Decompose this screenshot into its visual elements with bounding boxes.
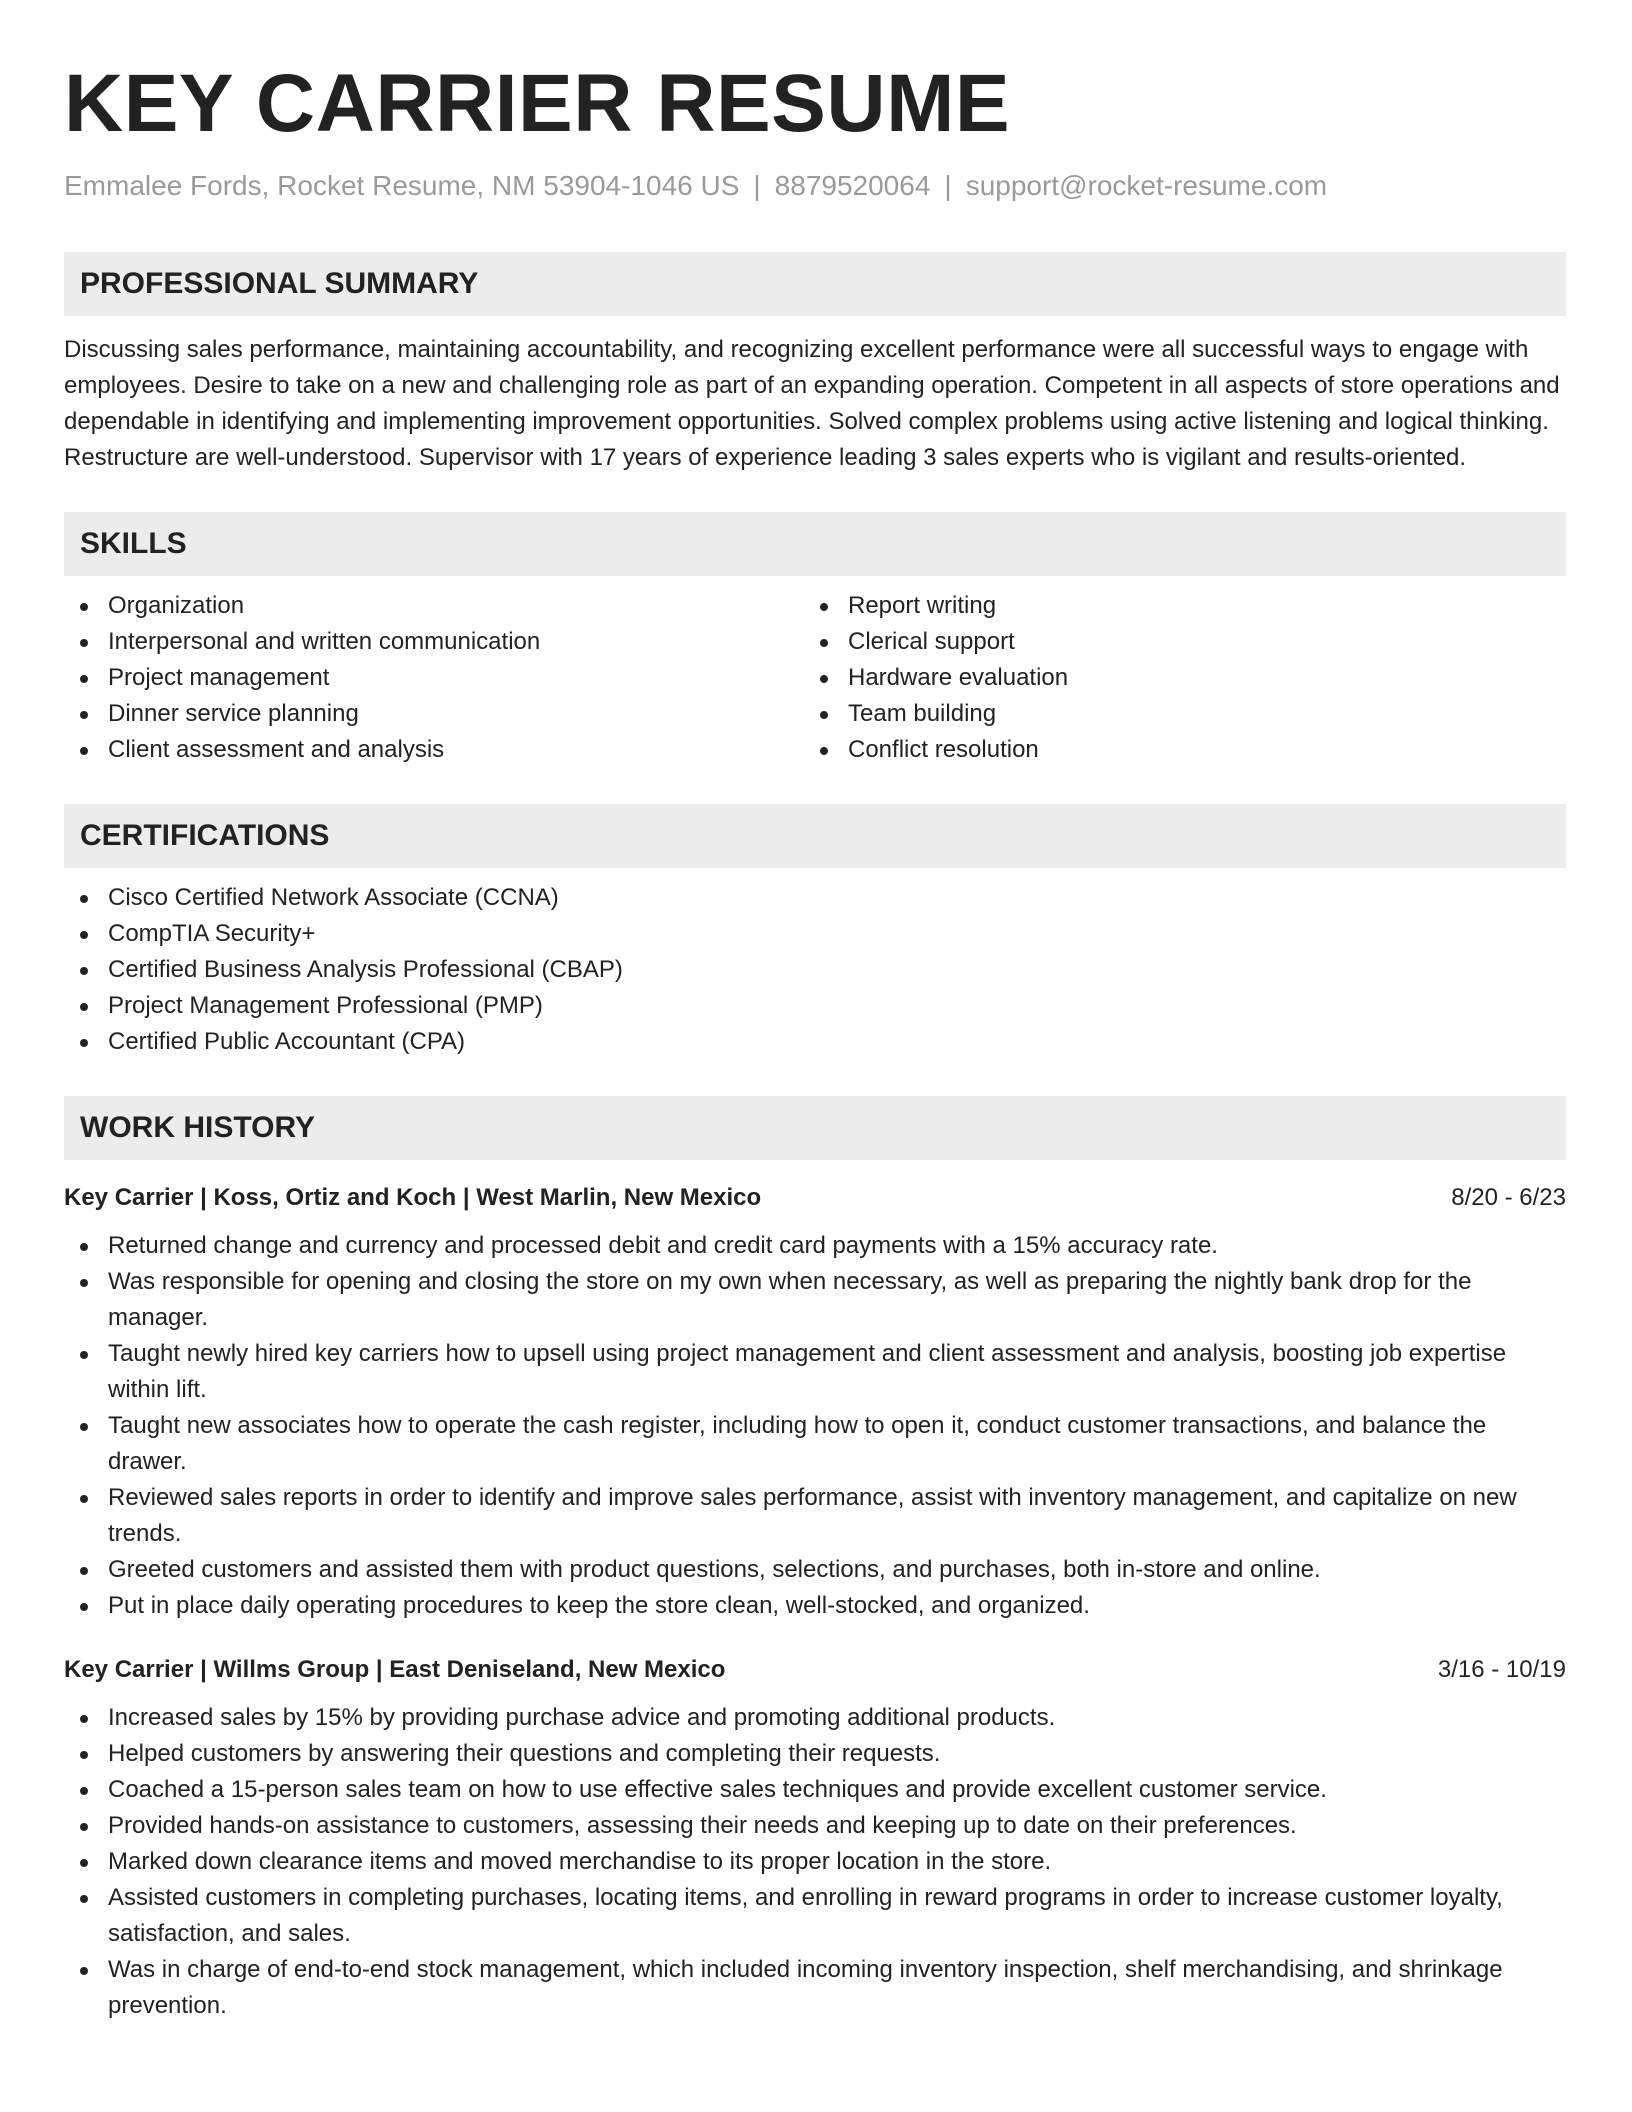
section-heading: WORK HISTORY bbox=[64, 1096, 1566, 1160]
job-bullets bbox=[64, 1228, 1566, 1624]
skill-item: Project management bbox=[64, 660, 804, 696]
skills-list-left bbox=[64, 588, 804, 768]
job-dates: 3/16 - 10/19 bbox=[1437, 1656, 1566, 1683]
job-title: Key Carrier | Koss, Ortiz and Koch | West Marlin, New Mexico bbox=[64, 1184, 762, 1211]
section-heading: PROFESSIONAL SUMMARY bbox=[64, 252, 1566, 316]
contact-separator: | bbox=[944, 170, 952, 201]
section-professional-summary bbox=[64, 252, 1566, 476]
resume-page bbox=[64, 56, 1566, 2024]
job-entry bbox=[64, 1652, 1566, 2024]
section-heading: CERTIFICATIONS bbox=[64, 804, 1566, 868]
job-bullet: Was in charge of end-to-end stock management, which included incoming inventory inspection, shelf merchandising, and shrinkage prevention. bbox=[64, 1952, 1566, 2024]
certification-item: Certified Business Analysis Professional (CBAP) bbox=[64, 952, 1566, 988]
job-title: Key Carrier | Willms Group | East Deniseland, New Mexico bbox=[64, 1656, 726, 1683]
skill-item: Conflict resolution bbox=[804, 732, 1544, 768]
certifications-list bbox=[64, 880, 1566, 1060]
section-work-history bbox=[64, 1096, 1566, 2024]
summary-text: Discussing sales performance, maintaining accountability, and recognizing excellent performance were all successful ways to engage with employees. Desire to take on a new and challenging role as part of an expanding operation. Competent in all aspects of store operations and dependable in identifying and implementing improvement opportunities. Solved complex problems using active listening and logical thinking. Restructure are well-understood. Supervisor with 17 years of experience leading 3 sales experts who is vigilant and results-oriented. bbox=[64, 336, 1560, 471]
job-bullet: Greeted customers and assisted them with product questions, selections, and purchases, both in-store and online. bbox=[64, 1552, 1566, 1588]
contact-phone: 8879520064 bbox=[774, 170, 931, 201]
job-bullet: Marked down clearance items and moved merchandise to its proper location in the store. bbox=[64, 1844, 1566, 1880]
job-entry bbox=[64, 1180, 1566, 1624]
job-bullet: Put in place daily operating procedures to keep the store clean, well-stocked, and organized. bbox=[64, 1588, 1566, 1624]
skills-list-right bbox=[804, 588, 1544, 768]
section-heading: SKILLS bbox=[64, 512, 1566, 576]
certification-item: Project Management Professional (PMP) bbox=[64, 988, 1566, 1024]
resume-title: KEY CARRIER RESUME bbox=[64, 58, 1011, 149]
skill-item: Team building bbox=[804, 696, 1544, 732]
contact-line bbox=[64, 168, 1566, 204]
skill-item: Report writing bbox=[804, 588, 1544, 624]
skill-item: Hardware evaluation bbox=[804, 660, 1544, 696]
job-header bbox=[64, 1180, 1566, 1216]
section-certifications bbox=[64, 804, 1566, 1060]
skill-item: Client assessment and analysis bbox=[64, 732, 804, 768]
skills-grid bbox=[64, 588, 1566, 768]
skill-item: Organization bbox=[64, 588, 804, 624]
job-bullet: Helped customers by answering their questions and completing their requests. bbox=[64, 1736, 1566, 1772]
job-bullet: Taught newly hired key carriers how to upsell using project management and client assessment and analysis, boosting job expertise within lift. bbox=[64, 1336, 1566, 1408]
job-bullet: Coached a 15-person sales team on how to use effective sales techniques and provide excellent customer service. bbox=[64, 1772, 1566, 1808]
contact-address: Emmalee Fords, Rocket Resume, NM 53904-1046 US bbox=[64, 170, 740, 201]
job-bullet: Provided hands-on assistance to customers, assessing their needs and keeping up to date on their preferences. bbox=[64, 1808, 1566, 1844]
job-dates: 8/20 - 6/23 bbox=[1451, 1184, 1566, 1211]
contact-email: support@rocket-resume.com bbox=[965, 170, 1328, 201]
job-bullet: Reviewed sales reports in order to identify and improve sales performance, assist with inventory management, and capitalize on new trends. bbox=[64, 1480, 1566, 1552]
skill-item: Dinner service planning bbox=[64, 696, 804, 732]
certification-item: Cisco Certified Network Associate (CCNA) bbox=[64, 880, 1566, 916]
job-header bbox=[64, 1652, 1566, 1688]
skill-item: Interpersonal and written communication bbox=[64, 624, 804, 660]
job-bullet: Was responsible for opening and closing the store on my own when necessary, as well as preparing the nightly bank drop for the manager. bbox=[64, 1264, 1566, 1336]
contact-separator: | bbox=[753, 170, 761, 201]
job-bullet: Taught new associates how to operate the cash register, including how to open it, conduct customer transactions, and balance the drawer. bbox=[64, 1408, 1566, 1480]
job-bullet: Assisted customers in completing purchases, locating items, and enrolling in reward programs in order to increase customer loyalty, satisfaction, and sales. bbox=[64, 1880, 1566, 1952]
certification-item: Certified Public Accountant (CPA) bbox=[64, 1024, 1566, 1060]
skill-item: Clerical support bbox=[804, 624, 1544, 660]
job-bullets bbox=[64, 1700, 1566, 2024]
section-skills bbox=[64, 512, 1566, 768]
job-bullet: Returned change and currency and processed debit and credit card payments with a 15% accuracy rate. bbox=[64, 1228, 1566, 1264]
certification-item: CompTIA Security+ bbox=[64, 916, 1566, 952]
job-bullet: Increased sales by 15% by providing purchase advice and promoting additional products. bbox=[64, 1700, 1566, 1736]
